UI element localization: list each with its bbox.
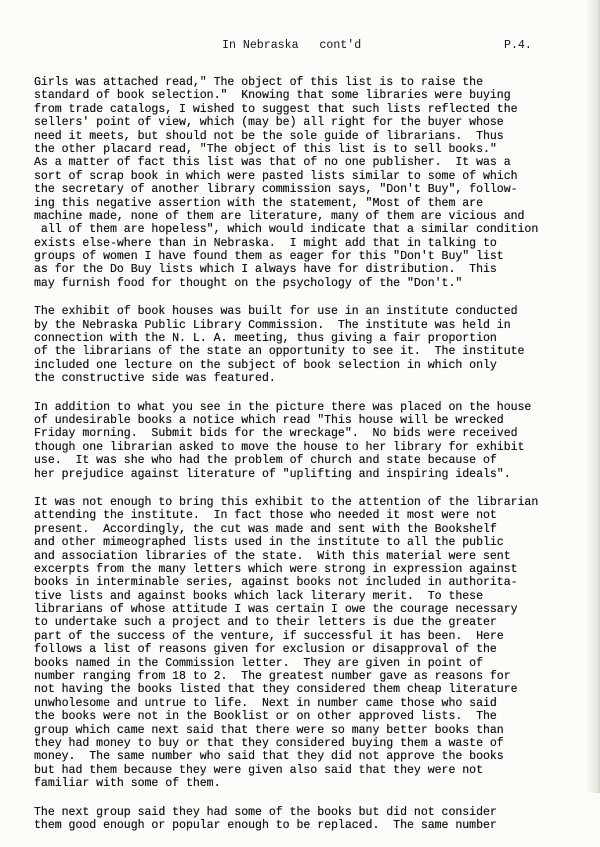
paragraph (34, 806, 594, 833)
text-line: of the librarians of the state an opportunity to see it. The institute (34, 345, 525, 359)
text-line: Girls was attached read," The object of this list is to raise the (34, 76, 483, 89)
text-line: attending the institute. In fact those who needed it most were not (34, 509, 497, 523)
text-line: but had them because they were given also said that they were not (34, 763, 483, 777)
text-line: by the Nebraska Public Library Commission. The institute was held in (34, 318, 511, 332)
document-body (34, 76, 594, 847)
text-line: In addition to what you see in the picture there was placed on the house (34, 400, 532, 414)
paragraph (34, 401, 594, 481)
text-line: the secretary of another library commission says, "Don't Buy", follow- (34, 183, 518, 197)
text-line: included one lecture on the subject of book selection in which only (34, 358, 497, 372)
text-line: the books were not in the Booklist or on other approved lists. The (34, 710, 497, 724)
text-line: excerpts from the many letters which were strong in expression against (34, 562, 518, 576)
text-line: The next group said they had some of the books but did not consider (34, 805, 497, 819)
text-line: all of them are hopeless", which would indicate that a similar condition (34, 223, 539, 237)
text-line: tive lists and against books which lack literary merit. To these (34, 589, 483, 603)
header-title: In Nebraska cont'd (222, 39, 362, 52)
paragraph (34, 496, 594, 791)
text-line: books named in the Commission letter. They are given in point of (34, 656, 483, 670)
text-line: group which came next said that there were so many better books than (34, 723, 504, 737)
text-line: present. Accordingly, the cut was made and sent with the Bookshelf (34, 522, 497, 536)
text-line: number ranging from 18 to 2. The greatest number gave as reasons for (34, 670, 511, 684)
text-line: part of the success of the venture, if successful it has been. Here (34, 629, 504, 643)
text-line: ing this negative assertion with the statement, "Most of them are (34, 196, 483, 210)
text-line: though one librarian asked to move the house to her library for exhibit (34, 440, 525, 454)
text-line: need it meets, but should not be the sole guide of librarians. Thus (34, 129, 504, 143)
text-line: her prejudice against literature of "uplifting and inspiring ideals". (34, 467, 511, 481)
text-line: and other mimeographed lists used in the institute to all the public (34, 536, 504, 550)
text-line: may furnish food for thought on the psychology of the "Don't." (34, 276, 463, 290)
text-line: they had money to buy or that they considered buying them a waste of (34, 736, 504, 750)
text-line: groups of women I have found them as eager for this "Don't Buy" list (34, 250, 504, 264)
text-line: to undertake such a project and to their letters is due the greater (34, 616, 497, 630)
text-line: sellers' point of view, which (may be) all right for the buyer whose (34, 116, 504, 130)
text-line: As a matter of fact this list was that of no one publisher. It was a (34, 156, 511, 170)
text-line: of undesirable books a notice which read "This house will be wrecked (34, 413, 504, 427)
text-line: use. It was she who had the problem of church and state because of (34, 454, 497, 468)
page-header (0, 39, 600, 55)
text-line: not having the books listed that they considered them cheap literature (34, 683, 518, 697)
text-line: familiar with some of them. (34, 777, 221, 791)
text-line: sort of scrap book in which were pasted lists similar to some of which (34, 169, 518, 183)
text-line: librarians of whose attitude I was certain I owe the courage necessary (34, 603, 518, 617)
text-line: and association libraries of the state. With this material were sent (34, 549, 511, 563)
text-line: The exhibit of book houses was built for use in an institute conducted (34, 305, 518, 319)
text-line: connection with the N. L. A. meeting, thus giving a fair proportion (34, 332, 497, 346)
text-line: books in interminable series, against books not included in authorita- (34, 576, 518, 590)
text-line: money. The same number who said that they did not approve the books (34, 750, 504, 764)
text-line: the other placard read, "The object of this list is to sell books." (34, 142, 497, 156)
text-line: exists else-where than in Nebraska. I might add that in talking to (34, 236, 497, 250)
text-line: follows a list of reasons given for exclusion or disapproval of the (34, 643, 497, 657)
text-line: them good enough or popular enough to be replaced. The same number (34, 818, 497, 832)
text-line: machine made, none of them are literature, many of them are vicious and (34, 209, 525, 223)
text-line: unwholesome and untrue to life. Next in number came those who said (34, 696, 497, 710)
text-line: from trade catalogs, I wished to suggest that such lists reflected the (34, 102, 518, 116)
text-line: as for the Do Buy lists which I always have for distribution. This (34, 263, 497, 277)
text-line: Friday morning. Submit bids for the wreckage". No bids were received (34, 427, 518, 441)
text-line: the constructive side was featured. (34, 372, 276, 386)
page-number: P.4. (504, 39, 532, 52)
text-line: standard of book selection." Knowing that some libraries were buying (34, 89, 511, 103)
text-line: It was not enough to bring this exhibit to the attention of the librarian (34, 495, 539, 509)
paragraph (34, 76, 594, 290)
paragraph (34, 305, 594, 385)
